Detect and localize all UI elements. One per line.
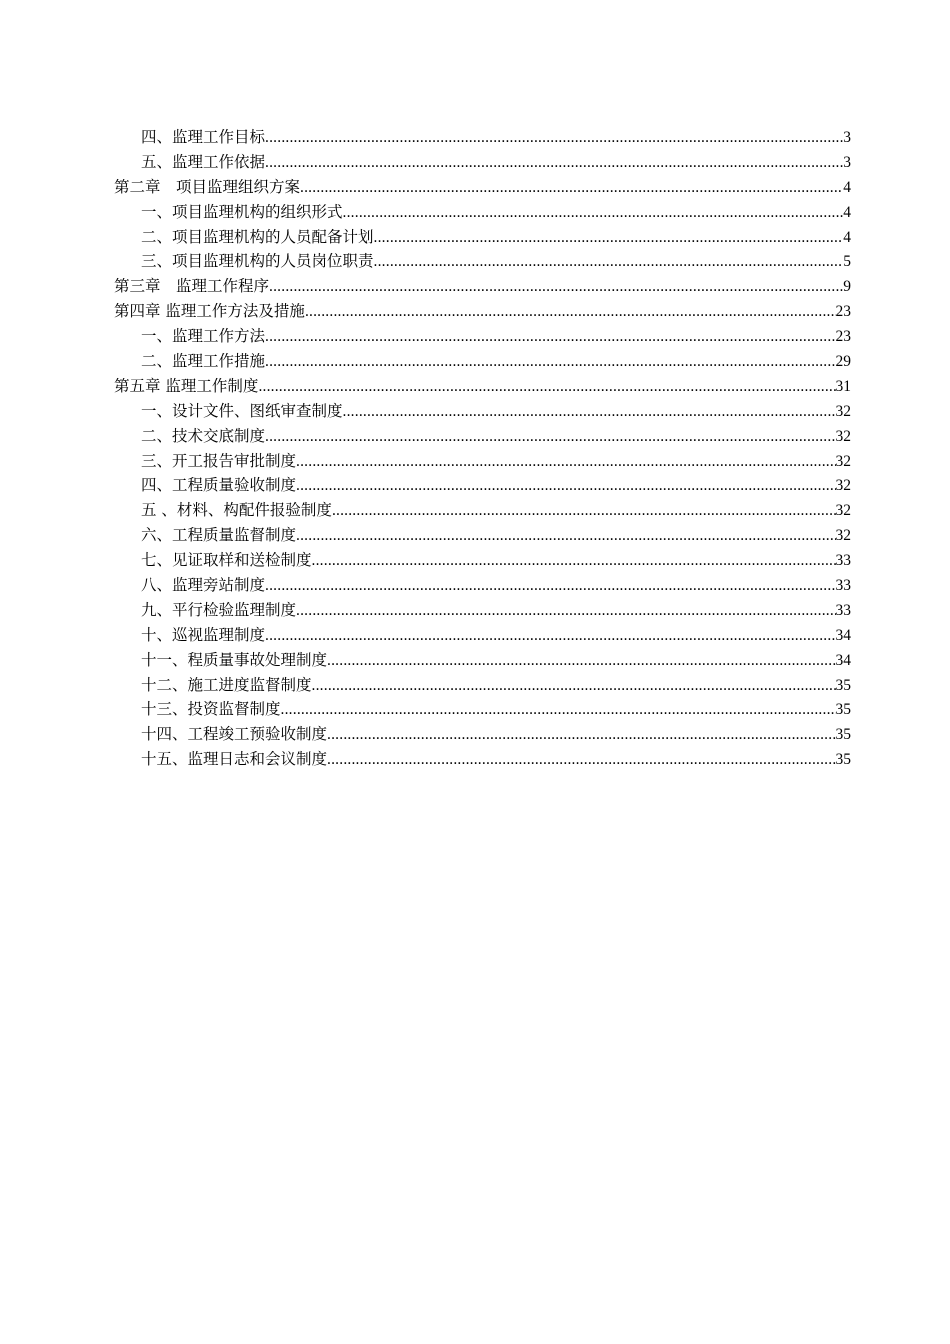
toc-entry (114, 424, 851, 449)
toc-dot-leader (281, 698, 836, 723)
toc-dot-leader (296, 474, 835, 499)
toc-dot-leader (296, 524, 835, 549)
toc-dot-leader (305, 300, 836, 325)
toc-entry-title: 十二、施工进度监督制度 (141, 675, 312, 694)
toc-entry (114, 200, 851, 225)
toc-entry-title: 八、监理旁站制度 (141, 576, 266, 595)
toc-entry-title: 三、项目监理机构的人员岗位职责 (141, 252, 374, 271)
toc-page-number: 32 (835, 527, 851, 545)
toc-entry-title: 四、监理工作目标 (141, 128, 266, 146)
toc-dot-leader (265, 151, 843, 176)
toc-page-number: 32 (835, 452, 851, 470)
toc-dot-leader (327, 723, 835, 748)
toc-page-number: 5 (843, 253, 851, 271)
toc-entry (114, 498, 851, 523)
toc-entry (114, 548, 851, 573)
toc-entry-title: 六、工程质量监督制度 (141, 526, 297, 545)
toc-entry (114, 648, 851, 673)
toc-chapter-entry (114, 374, 851, 399)
toc-dot-leader (343, 201, 844, 226)
toc-page-number: 35 (835, 751, 851, 769)
toc-page-number: 35 (835, 676, 851, 694)
toc-dot-leader (327, 748, 835, 773)
toc-chapter-entry (114, 274, 851, 299)
toc-entry-title: 第二章 项目监理组织方案 (114, 177, 301, 196)
toc-page-number: 32 (835, 427, 851, 445)
toc-dot-leader (265, 425, 835, 450)
toc-entry (114, 722, 851, 747)
toc-entry-title: 十、巡视监理制度 (141, 625, 266, 644)
toc-dot-leader (265, 325, 835, 350)
toc-page-number: 4 (843, 178, 851, 196)
toc-entry-title: 九、平行检验监理制度 (141, 600, 297, 619)
toc-dot-leader (265, 350, 835, 375)
toc-entry-title: 第四章 监理工作方法及措施 (114, 302, 305, 321)
toc-page-number: 9 (843, 278, 851, 296)
toc-entry (114, 324, 851, 349)
toc-entry-title: 一、设计文件、图纸审查制度 (141, 401, 343, 420)
toc-entry (114, 473, 851, 498)
toc-chapter-entry (114, 299, 851, 324)
toc-entry-title: 十一、程质量事故处理制度 (141, 650, 328, 669)
toc-entry (114, 523, 851, 548)
toc-page-number: 34 (835, 651, 851, 669)
toc-dot-leader (258, 375, 835, 400)
toc-page-number: 29 (835, 353, 851, 371)
toc-dot-leader (374, 226, 844, 251)
toc-dot-leader (269, 275, 843, 300)
toc-entry-title: 五 、材料、构配件报验制度 (141, 501, 332, 520)
toc-page-number: 35 (835, 701, 851, 719)
toc-page-number: 32 (835, 502, 851, 520)
toc-page-number: 34 (835, 626, 851, 644)
toc-entry-title: 十三、投资监督制度 (141, 700, 281, 719)
toc-entry (114, 623, 851, 648)
toc-dot-leader (265, 126, 843, 151)
toc-entry (114, 249, 851, 274)
toc-page-number: 23 (835, 328, 851, 346)
toc-entry-title: 一、监理工作方法 (141, 327, 266, 346)
toc-entry-title: 四、工程质量验收制度 (141, 476, 297, 495)
toc-page-number: 35 (835, 726, 851, 744)
toc-entry (114, 125, 851, 150)
toc-entry-title: 五、监理工作依据 (141, 152, 266, 171)
toc-entry (114, 747, 851, 772)
toc-dot-leader (312, 549, 836, 574)
toc-dot-leader (327, 649, 835, 674)
toc-entry-title: 一、项目监理机构的组织形式 (141, 202, 343, 221)
toc-entry-title: 三、开工报告审批制度 (141, 451, 297, 470)
toc-dot-leader (343, 400, 836, 425)
toc-dot-leader (300, 176, 843, 201)
toc-entry (114, 399, 851, 424)
toc-entry (114, 573, 851, 598)
toc-entry (114, 225, 851, 250)
toc-entry-title: 二、技术交底制度 (141, 426, 266, 445)
toc-entry (114, 150, 851, 175)
toc-entry-title: 七、见证取样和送检制度 (141, 551, 312, 570)
toc-page-number: 3 (843, 153, 851, 171)
toc-chapter-entry (114, 175, 851, 200)
toc-page-number: 32 (835, 477, 851, 495)
table-of-contents (114, 125, 851, 772)
toc-dot-leader (265, 574, 835, 599)
toc-entry-title: 第三章 监理工作程序 (114, 277, 270, 296)
toc-dot-leader (312, 674, 836, 699)
toc-entry (114, 673, 851, 698)
toc-page-number: 4 (843, 203, 851, 221)
toc-dot-leader (296, 450, 835, 475)
toc-page-number: 33 (835, 601, 851, 619)
toc-page-number: 3 (843, 129, 851, 146)
toc-entry-title: 二、项目监理机构的人员配备计划 (141, 227, 374, 246)
toc-page-number: 23 (835, 303, 851, 321)
toc-entry (114, 449, 851, 474)
toc-page-number: 33 (835, 552, 851, 570)
toc-entry (114, 349, 851, 374)
toc-dot-leader (374, 250, 844, 275)
toc-entry-title: 十五、监理日志和会议制度 (141, 750, 328, 769)
toc-entry-title: 第五章 监理工作制度 (114, 376, 259, 395)
toc-page-number: 4 (843, 228, 851, 246)
toc-entry-title: 十四、工程竣工预验收制度 (141, 725, 328, 744)
toc-entry-title: 二、监理工作措施 (141, 352, 266, 371)
toc-entry (114, 697, 851, 722)
toc-dot-leader (265, 624, 835, 649)
toc-page-number: 31 (835, 377, 851, 395)
toc-entry (114, 598, 851, 623)
toc-page-number: 32 (835, 402, 851, 420)
toc-dot-leader (296, 599, 835, 624)
toc-page-number: 33 (835, 577, 851, 595)
toc-dot-leader (332, 499, 836, 524)
